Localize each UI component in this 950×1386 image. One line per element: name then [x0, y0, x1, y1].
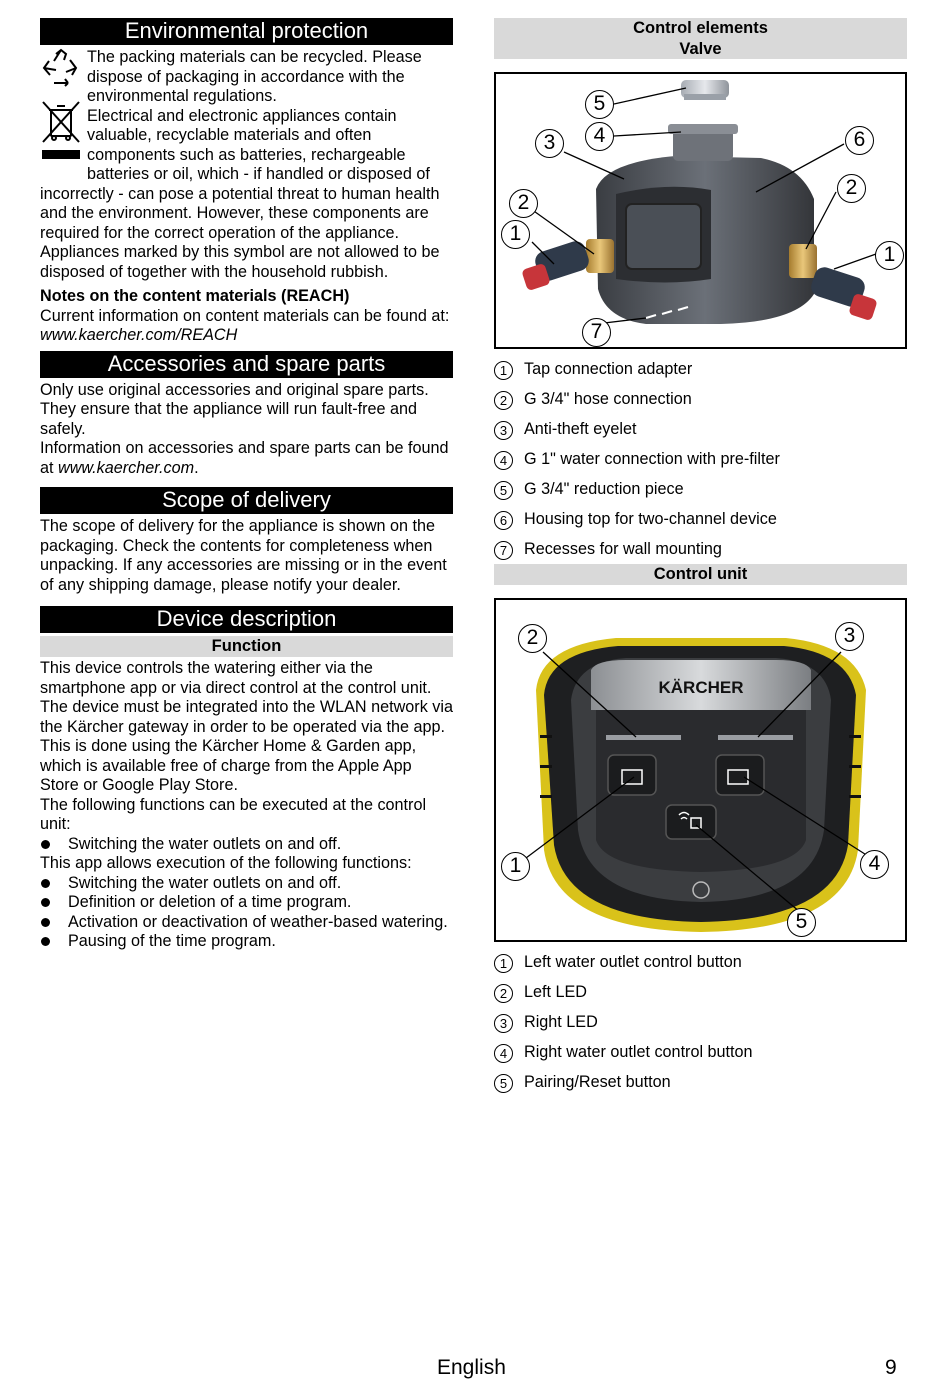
valve-callout-7: 7 — [582, 318, 611, 347]
legend-item: 2 G 3/4" hose connection — [494, 390, 907, 420]
bullet-item: Definition or deletion of a time program. — [40, 893, 453, 913]
scope-text: The scope of delivery for the appliance is shown on the packaging. Check the contents for completeness when unpacking. If any accessories are missing or in the event of any shipping damage, please notify your dealer. — [40, 517, 447, 594]
scope-heading: Scope of delivery — [40, 487, 453, 514]
legend-item: 5 Pairing/Reset button — [494, 1073, 907, 1103]
right-column — [494, 18, 907, 1103]
valve-callout-2: 2 — [509, 189, 538, 218]
control-unit-figure — [494, 598, 907, 942]
control-unit-legend — [494, 953, 907, 1103]
control-unit-illustration — [496, 600, 905, 940]
valve-callout-2: 2 — [837, 174, 866, 203]
legend-item: 1 Tap connection adapter — [494, 360, 907, 390]
legend-item: 5 G 3/4" reduction piece — [494, 480, 907, 510]
reach-text: Current information on content materials can be found at: www.kaercher.com/REACH — [40, 306, 450, 344]
recycling-icon — [40, 48, 82, 88]
valve-illustration — [496, 74, 905, 347]
env-heading: Environmental protection — [40, 18, 453, 45]
unit-callout-2: 2 — [518, 624, 547, 653]
bullet-item: Switching the water outlets on and off. — [40, 874, 453, 894]
device-text-1: This device controls the watering either via the smartphone app or via direct control at the control unit. — [40, 659, 432, 697]
device-text-3: This is done using the Kärcher Home & Garden app, which is available free of charge from the Apple App Store or Google Play Store. — [40, 737, 417, 794]
brand-logo: KÄRCHER — [658, 678, 744, 697]
legend-item: 3 Anti-theft eyelet — [494, 420, 907, 450]
accessories-link[interactable]: www.kaercher.com — [58, 458, 195, 477]
valve-callout-6: 6 — [845, 126, 874, 155]
unit-callout-1: 1 — [501, 852, 530, 881]
left-column — [40, 18, 453, 952]
valve-figure — [494, 72, 907, 349]
crossed-bin-icon — [40, 100, 82, 164]
valve-callout-1: 1 — [875, 241, 904, 270]
device-text-2: The device must be integrated into the WLAN network via the Kärcher gateway in order to be operated via the app. — [40, 698, 453, 736]
device-text-4: The following functions can be executed at the control unit: — [40, 795, 427, 833]
valve-legend — [494, 360, 907, 564]
accessories-text-1: Only use original accessories and original spare parts. They ensure that the appliance will run fault-free and safely. — [40, 380, 429, 438]
valve-subheading: Valve — [494, 39, 907, 59]
bullet-item: Pausing of the time program. — [40, 932, 453, 952]
control-elements-heading: Control elements — [494, 18, 907, 39]
bullet-item: Activation or deactivation of weather-based watering. — [40, 913, 453, 933]
env-recycle-text: The packing materials can be recycled. Please dispose of packaging in accordance with the environmental regulations. — [87, 48, 422, 105]
device-heading: Device description — [40, 606, 453, 633]
accessories-heading: Accessories and spare parts — [40, 351, 453, 378]
unit-callout-3: 3 — [835, 622, 864, 651]
reach-heading: Notes on the content materials (REACH) — [40, 287, 350, 305]
legend-item: 6 Housing top for two-channel device — [494, 510, 907, 540]
bullet-item: Switching the water outlets on and off. — [40, 835, 453, 855]
legend-item: 7 Recesses for wall mounting — [494, 540, 907, 564]
device-text-5: This app allows execution of the following functions: — [40, 854, 412, 872]
valve-callout-5: 5 — [585, 90, 614, 119]
legend-item: 1 Left water outlet control button — [494, 953, 907, 983]
legend-item: 2 Left LED — [494, 983, 907, 1013]
accessories-text-2: Information on accessories and spare parts can be found at www.kaercher.com. — [40, 439, 449, 477]
function-subheading: Function — [40, 636, 453, 657]
env-section — [40, 48, 453, 346]
unit-callout-4: 4 — [860, 850, 889, 879]
unit-callout-5: 5 — [787, 908, 816, 937]
valve-callout-1: 1 — [501, 220, 530, 249]
legend-item: 3 Right LED — [494, 1013, 907, 1043]
reach-link[interactable]: www.kaercher.com/REACH — [40, 326, 238, 344]
legend-item: 4 Right water outlet control button — [494, 1043, 907, 1073]
valve-callout-3: 3 — [535, 129, 564, 158]
page-number: 9 — [885, 1356, 897, 1379]
footer-language: English — [437, 1356, 506, 1379]
env-weee-text: Electrical and electronic appliances contain valuable, recyclable materials and often components such as batteries, rechargeable batteries or oil, which - if handled or disposed of incorrectly - can pose a potential threat to human health and the environment. However, these components are required for the correct operation of the appliance. Appliances marked by this symbol are not allowed to be disposed of together with the household rubbish. — [40, 106, 440, 281]
valve-callout-4: 4 — [585, 122, 614, 151]
control-unit-subheading: Control unit — [494, 564, 907, 585]
env-icons — [40, 48, 84, 169]
legend-item: 4 G 1" water connection with pre-filter — [494, 450, 907, 480]
